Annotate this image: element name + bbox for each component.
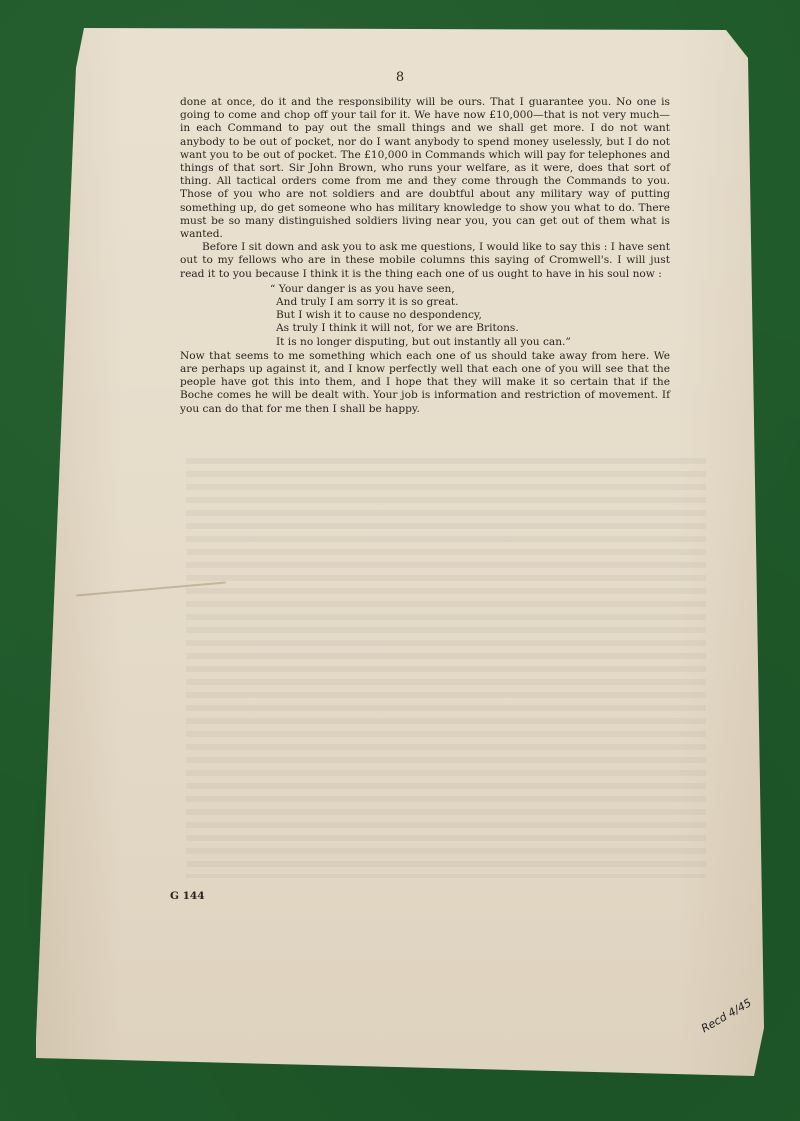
quote-line: As truly I think it will not, for we are Britons.	[276, 322, 519, 335]
document-reference: G 144	[170, 890, 205, 902]
bleed-through-text	[186, 458, 706, 878]
handwritten-note: Recd 4/45	[699, 996, 754, 1036]
quote-line: But I wish it to cause no despondency,	[276, 309, 482, 322]
paragraph-opening: done at once, do it and the responsibility will be ours. That I guarantee you. No one is going to come and chop off your tail for it. We have now £10,000—that is not very much—in each Command to pay out the small things and we shall get more. I do not want anybody to be out of pocket, nor do I want anybody to spend money uselessly, but I do not want you to be out of pocket. The £10,000 in Commands which will pay for telephones and things of that sort. Sir John Brown, who runs your welfare, as it were, does that sort of thing. All tactical orders come from me and they come through the Commands to you. Those of you who are not soldiers and are doubtful about any military way of putting something up, do get someone who has military knowledge to show you what to do. There must be so many distinguished soldiers living near you, you can get out of them what is wanted.	[180, 96, 670, 241]
paragraph-closing: Now that seems to me something which each one of us should take away from here. We are perhaps up against it, and I know perfectly well that each one of you will see that the people have got this into them, and I hope that they will make it so certain that if the Boche comes he will be dealt with. Your job is information and restriction of movement. If you can do that for me then I shall be happy.	[180, 349, 670, 415]
quote-line: And truly I am sorry it is so great.	[276, 296, 459, 309]
quote-line: It is no longer disputing, but out instantly all you can.”	[276, 335, 571, 348]
paragraph-cromwell-intro: Before I sit down and ask you to ask me questions, I would like to say this : I have sent out to my fellows who are in these mobile columns this saying of Cromwell's. I will just read it to you because I think it is the thing each one of us ought to have in his soul now :	[180, 241, 670, 280]
speech-text-block	[180, 96, 670, 416]
cromwell-quote	[180, 283, 670, 349]
quote-line: “ Your danger is as you have seen,	[270, 282, 455, 295]
page-number: 8	[395, 70, 405, 85]
